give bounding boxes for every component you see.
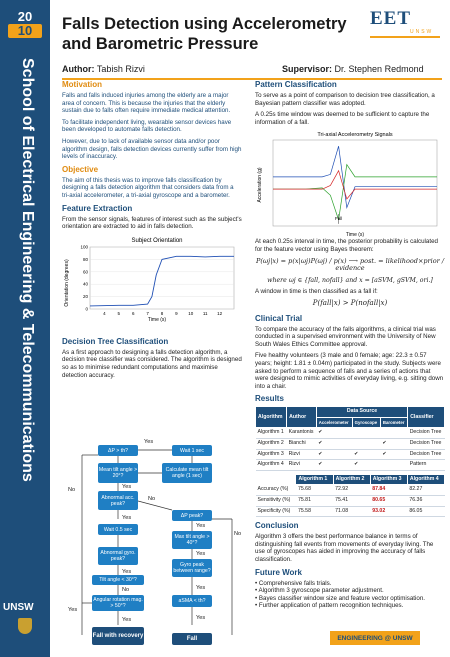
x-tick-label: 11 <box>202 310 208 316</box>
table-row <box>256 449 445 460</box>
node-gyro-range: Gyro peak between range? <box>172 559 212 577</box>
accelerometry-chart <box>255 130 445 238</box>
metric-label: Sensitivity (%) <box>256 496 296 507</box>
table-cell: 82.27 <box>407 485 444 496</box>
label-yes-2: Yes <box>122 484 132 490</box>
label-yes-3: Yes <box>122 515 132 521</box>
right-column <box>255 80 445 610</box>
clinical-p2: Five healthy volunteers (3 male and 0 female; age: 22.3 ± 0.57 years; height: 1.81 ± 0.04m) participated in the study. Subjects were asked to perform a sequence of falls and a series of actions that were designed to mimic activities of everyday living, e.g. sitting down into a chair. <box>255 352 444 390</box>
orientation-series-line <box>90 256 234 306</box>
label-yes-4: Yes <box>196 523 206 529</box>
author-line <box>62 64 442 74</box>
table-cell: 75.41 <box>333 496 370 507</box>
table-cell: 86.05 <box>407 506 444 517</box>
table-cell: Algorithm 4 <box>256 460 287 471</box>
eet-logo <box>370 8 440 40</box>
table-row <box>256 496 445 507</box>
check-icon <box>352 439 380 450</box>
school-name-block <box>4 58 44 482</box>
label-yes-8: Yes <box>68 607 78 613</box>
year-bottom: 10 <box>8 24 42 38</box>
x-tick-label: 5 <box>117 310 121 316</box>
flowchart-connectors <box>62 435 250 655</box>
decision-tree-flowchart <box>62 435 250 655</box>
x-tick-label: 7 <box>146 310 149 316</box>
node-acc-peak: Abnormal acc. peak? <box>98 491 138 510</box>
future-item: • Further application of pattern recognition techniques. <box>255 602 404 610</box>
x-tick-label: 6 <box>131 310 135 316</box>
table-row <box>256 428 445 439</box>
check-icon: ✔ <box>316 460 352 471</box>
label-yes-7: Yes <box>196 585 206 591</box>
fall-annotation: Fall <box>334 216 343 222</box>
check-icon: ✔ <box>316 439 352 450</box>
label-yes-9: Yes <box>122 617 132 623</box>
engineering-badge: ENGINEERING @ UNSW <box>330 631 420 645</box>
table-row <box>256 460 445 471</box>
th-classifier: Classifier <box>408 407 445 428</box>
metric-label: Accuracy (%) <box>256 485 296 496</box>
acceleration-series-line <box>273 171 437 199</box>
author-name: Tabish Rizvi <box>96 64 145 74</box>
table-cell: Algorithm 1 <box>256 428 287 439</box>
label-yes-6: Yes <box>122 569 132 575</box>
x-tick-label: 9 <box>175 310 178 316</box>
table-cell: 72.92 <box>333 485 370 496</box>
pattern-p2: A 0.25s time window was deemed to be sufficient to capture the information of a fall. <box>255 111 430 126</box>
supervisor-block <box>282 64 424 74</box>
motivation-p1: Falls and falls induced injuries among the elderly are a major area of concern. This is because the injuries that the elderly sustain due to falls often require immediate medical attention. <box>62 92 231 115</box>
table-cell: Rizvi <box>287 449 317 460</box>
check-icon: ✔ <box>352 460 380 471</box>
node-gyro-peak: Abnormal gyro. peak? <box>98 547 138 565</box>
x-tick-label: 12 <box>217 310 223 316</box>
y-tick-label: 0 <box>85 306 88 312</box>
th-algorithm: Algorithm <box>256 407 287 428</box>
table-cell: 75.58 <box>296 506 333 517</box>
table-cell: Decision Tree <box>408 449 445 460</box>
table-cell-highlight: 87.84 <box>370 485 407 496</box>
year-badge <box>8 10 42 38</box>
decision-p1: As a first approach to designing a falls detection algorithm, a decision tree classifier was considered. The algorithm is designed so as to minimise redundant computations and maximise detection accuracy. <box>62 348 242 379</box>
x-tick-label: 8 <box>160 310 164 316</box>
table-row <box>256 506 445 517</box>
node-dp-threshold: ΔP > th? <box>98 445 138 456</box>
motivation-p2: To facilitate independent living, wearable sensor devices have been developed to automate falls detection. <box>62 118 232 134</box>
unsw-crest-icon <box>18 618 32 634</box>
accel-chart-ylabel: Acceleration (g) <box>257 167 263 203</box>
accel-chart-xlabel: Time (s) <box>345 232 365 239</box>
pattern-p4: A window in time is then classified as a fall if: <box>255 288 378 296</box>
label-no-3: No <box>68 487 76 493</box>
future-item: • Comprehensive falls trials. <box>255 579 332 587</box>
th-barometer: Barometer <box>380 417 407 428</box>
year-top: 20 <box>17 9 33 24</box>
formula-where: where ωj ∈ {fall, nofall} and x = [aSVM, gSVM, ori.] <box>267 276 433 284</box>
th-accelerometer: Accelerometer <box>316 417 352 428</box>
table-cell: Bianchi <box>287 439 317 450</box>
table-cell: Rizvi <box>287 460 317 471</box>
conclusion-heading: Conclusion <box>255 521 299 531</box>
th-alg1: Algorithm 1 <box>296 474 333 485</box>
table-cell: Algorithm 3 <box>256 449 287 460</box>
feature-heading: Feature Extraction <box>62 203 133 213</box>
future-item: • Algorithm 3 gyroscope parameter adjustment. <box>255 587 384 595</box>
check-icon <box>380 428 407 439</box>
y-tick-label: 40 <box>82 281 88 287</box>
plot-frame <box>273 140 437 226</box>
motivation-heading: Motivation <box>62 80 102 89</box>
eet-logo-sub: UNSW <box>410 29 434 35</box>
future-item: • Bayes classifier window size and feature vector optimisation. <box>255 594 425 602</box>
orientation-chart <box>62 235 242 323</box>
algorithm-table-header <box>256 407 445 418</box>
motivation-p3: However, due to lack of available sensor data and/or poor algorithm design, falls detection devices currently suffer from high levels of inaccuracy. <box>62 137 242 161</box>
metric-label: Specificity (%) <box>256 506 296 517</box>
node-calc-tilt: Calculate mean tilt angle (1 sec) <box>162 463 212 483</box>
node-tilt-30: Tilt angle < 30°? <box>92 575 144 585</box>
check-icon: ✔ <box>380 449 407 460</box>
node-wait-1s: Wait 1 sec <box>172 445 212 456</box>
supervisor-label: Supervisor: <box>282 64 333 74</box>
check-icon <box>380 460 407 471</box>
th-alg4: Algorithm 4 <box>407 474 444 485</box>
th-author: Author <box>287 407 317 428</box>
label-no-2: No <box>122 587 130 593</box>
th-data-source: Data Source <box>316 407 407 418</box>
clinical-heading: Clinical Trial <box>255 313 303 323</box>
check-icon: ✔ <box>380 439 407 450</box>
pattern-heading: Pattern Classification <box>255 80 337 89</box>
clinical-p1: To compare the accuracy of the falls algorithms, a clinical trial was conducted in a supervised environment with the University of New South Wales Ethics Committee approval. <box>255 325 436 348</box>
decision-heading: Decision Tree Classification <box>62 336 169 346</box>
check-icon: ✔ <box>316 428 352 439</box>
label-yes-5: Yes <box>196 551 206 557</box>
table-cell-highlight: 93.02 <box>370 506 407 517</box>
feature-p1: From the sensor signals, features of interest such as the subject's orientation are extracted to aid in falls detection. <box>62 215 242 231</box>
th-alg2: Algorithm 2 <box>333 474 370 485</box>
table-cell: Algorithm 2 <box>256 439 287 450</box>
node-fall: Fall <box>172 633 212 645</box>
check-icon: ✔ <box>316 449 352 460</box>
objective-p1: The aim of this thesis was to improve falls classification by designing a falls detection algorithm that considers data from a tri-axial accelerometer, a tri-axial gyroscope and a barometer. <box>62 176 234 199</box>
accel-chart-title: Tri-axial Accelerometry Signals <box>317 132 393 139</box>
check-icon: ✔ <box>352 449 380 460</box>
table-row <box>256 439 445 450</box>
conclusion-p1: Algorithm 3 offers the best performance balance in terms of distinguishing fall events from movements of everyday living. The use of gyroscopes has aided in improving the accuracy of falls classification. <box>255 533 434 563</box>
table-cell: 75.81 <box>296 496 333 507</box>
node-wait-05s: Wait 0.5 sec <box>98 524 138 535</box>
table-cell: Pattern <box>408 460 445 471</box>
x-tick-label: 10 <box>188 310 194 316</box>
pattern-p3: At each 0.25s interval in time, the posterior probability is calculated for the feature vector using Bayes theorem: <box>255 238 438 253</box>
x-tick-label: 4 <box>103 310 106 316</box>
th-alg3: Algorithm 3 <box>370 474 407 485</box>
label-yes-1: Yes <box>144 439 154 445</box>
th-blank <box>256 474 296 485</box>
performance-table <box>255 474 445 517</box>
algorithm-table <box>255 406 445 471</box>
table-row <box>256 485 445 496</box>
formula-bayes: P(ωj|x) = p(x|ωj)P(ωj) / p(x) ⟶ post. = likelihood×prior / evidence <box>255 256 445 273</box>
check-icon <box>352 428 380 439</box>
node-dp-peak: ΔP peak? <box>172 510 212 521</box>
table-cell: 71.08 <box>333 506 370 517</box>
y-tick-label: 80 <box>82 256 88 262</box>
table-cell: 76.36 <box>407 496 444 507</box>
formula-fall: P(fall|x) > P(nofall|x) <box>312 298 388 307</box>
results-heading: Results <box>255 394 284 404</box>
label-no-4: No <box>234 531 242 537</box>
school-name: School of Electrical Engineering & Telecommunications <box>19 58 36 482</box>
performance-table-header <box>256 474 445 485</box>
y-tick-label: 60 <box>82 269 88 275</box>
sidebar <box>0 0 50 657</box>
y-tick-label: 20 <box>82 293 88 299</box>
orientation-chart-title: Subject Orientation <box>131 237 183 244</box>
objective-heading: Objective <box>62 164 99 174</box>
future-heading: Future Work <box>255 567 302 577</box>
node-angular-rotation: Angular rotation mag. > 50°? <box>93 597 143 609</box>
table-cell-highlight: 80.65 <box>370 496 407 507</box>
pattern-p1: To serve as a point of comparison to decision tree classification, a Bayesian pattern classifier was adopted. <box>255 92 435 107</box>
table-cell: Karantonis <box>287 428 317 439</box>
th-gyroscope: Gyroscope <box>352 417 380 428</box>
table-cell: Decision Tree <box>408 428 445 439</box>
y-tick-label: 100 <box>80 244 88 250</box>
author-label: Author: <box>62 64 95 74</box>
eet-logo-text: EET <box>370 8 412 29</box>
acceleration-series-line <box>273 165 437 220</box>
node-asma: aSMA < th? <box>172 595 212 607</box>
eet-logo-bar <box>370 36 440 38</box>
label-yes-10: Yes <box>196 615 206 621</box>
orientation-chart-xlabel: Time (s) <box>147 316 167 323</box>
poster-title: Falls Detection using Accelerometry and Barometric Pressure <box>62 15 347 53</box>
node-max-tilt: Max tilt angle > 40°? <box>172 531 212 549</box>
node-mean-tilt: Mean tilt angle > 20°? <box>98 463 138 483</box>
table-cell: Decision Tree <box>408 439 445 450</box>
table-cell: 75.68 <box>296 485 333 496</box>
node-fall-with-recovery: Fall with recovery <box>92 627 144 645</box>
orientation-chart-ylabel: Orientation (degrees) <box>64 259 70 307</box>
unsw-label: UNSW <box>3 602 34 613</box>
label-no-1: No <box>148 496 156 502</box>
supervisor-name: Dr. Stephen Redmond <box>334 64 424 74</box>
left-column <box>62 80 242 383</box>
